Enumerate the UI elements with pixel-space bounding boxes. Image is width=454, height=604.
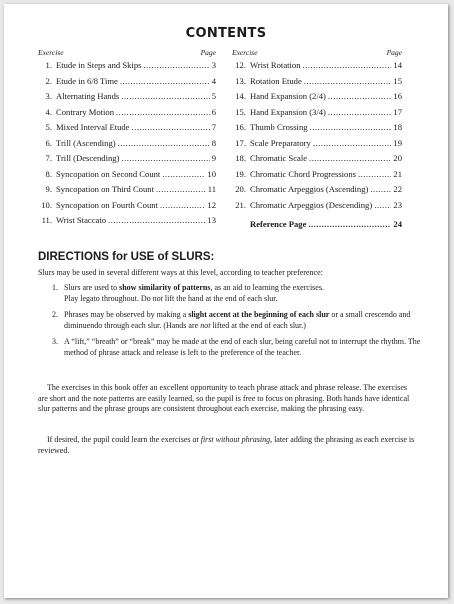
entry-title: Chromatic Arpeggios (Descending) — [250, 199, 373, 210]
entry-page-number: 23 — [393, 199, 402, 210]
entry-number: 14. — [235, 91, 246, 101]
item-number: 3. — [52, 337, 58, 346]
contents-entry — [38, 138, 216, 154]
entry-title: Etude in 6/8 Time — [56, 75, 118, 86]
page-label: Page — [200, 48, 216, 57]
dot-leader — [313, 138, 392, 148]
entry-page-number: 22 — [393, 184, 402, 194]
dot-leader — [160, 200, 205, 210]
dot-leader — [156, 184, 206, 194]
contents-entry — [38, 215, 216, 231]
entry-number: 16. — [235, 122, 246, 132]
dot-leader — [118, 138, 210, 148]
entry-title: Hand Expansion (3/4) — [250, 106, 326, 117]
entry-page-number: 15 — [393, 75, 402, 86]
contents-entry — [38, 122, 216, 138]
exercise-label: Exercise — [38, 48, 64, 57]
entry-page-number: 16 — [393, 91, 402, 101]
entry-number: 9. — [45, 184, 52, 194]
paragraph-if-desired: If desired, the pupil could learn the exercises at first without phrasing, later adding the phrasing as each exercise is reviewed. — [38, 435, 415, 455]
dot-leader — [162, 169, 205, 179]
entry-number: 10. — [41, 199, 52, 210]
dot-leader — [370, 184, 391, 194]
entry-title: Chromatic Scale — [250, 153, 308, 163]
entry-page-number: 3 — [211, 60, 216, 70]
dot-leader — [310, 122, 392, 132]
entry-title: Syncopation on Fourth Count — [56, 199, 158, 210]
entry-title: Chromatic Arpeggios (Ascending) — [250, 184, 369, 194]
entry-title: Alternating Hands — [56, 91, 120, 101]
entry-number: 3. — [45, 91, 52, 101]
item-number: 2. — [52, 310, 58, 319]
column-header — [38, 48, 216, 60]
contents-entry — [232, 122, 402, 138]
book-page — [4, 4, 448, 598]
reference-title: Reference Page — [250, 219, 307, 229]
entry-page-number: 4 — [211, 75, 216, 86]
entry-page-number: 11 — [207, 184, 216, 194]
entry-number: 6. — [45, 137, 52, 148]
entry-page-number: 14 — [393, 60, 402, 70]
contents-entry — [232, 91, 402, 107]
entry-number: 19. — [235, 168, 246, 179]
entry-number: 1. — [45, 60, 52, 70]
entry-title: Etude in Steps and Skips — [56, 60, 142, 70]
item-text: A “lift,” “breath” or “break” may be made at the end of each slur, being careful not to interrupt the rhythm. The method of phrase attack and release is left to the preference of the teacher. — [64, 337, 421, 357]
direction-item — [52, 337, 422, 358]
entry-page-number: 19 — [393, 137, 402, 148]
contents-entry — [232, 76, 402, 92]
dot-leader — [309, 153, 391, 163]
item-number: 1. — [52, 283, 58, 292]
contents-entry — [232, 138, 402, 154]
dot-leader — [374, 200, 391, 210]
entry-number: 7. — [45, 153, 52, 163]
contents-entry — [38, 107, 216, 123]
dot-leader — [120, 76, 210, 86]
entry-title: Trill (Descending) — [56, 153, 120, 163]
contents-entry — [38, 153, 216, 169]
contents-entry — [232, 60, 402, 76]
item-text: Phrases may be observed by making a slight accent at the beginning of each slur or a small crescendo and diminuendo through each slur. (Hands are not lifted at the end of each slur.) — [64, 310, 411, 330]
contents-entry — [232, 169, 402, 185]
entry-page-number: 9 — [211, 153, 216, 163]
entry-number: 15. — [235, 106, 246, 117]
entry-page-number: 10 — [207, 168, 216, 179]
dot-leader — [121, 153, 209, 163]
item-text: Slurs are used to show similarity of patterns, as an aid to learning the exercises. Play legato throughout. Do not lift the hand at the end of each slur. — [64, 283, 324, 303]
entry-number: 17. — [235, 137, 246, 148]
contents-entry — [38, 91, 216, 107]
directions-list — [52, 283, 422, 364]
entry-title: Scale Preparatory — [250, 137, 311, 148]
page-label: Page — [386, 48, 402, 57]
entry-page-number: 13 — [207, 215, 216, 225]
contents-entry — [38, 76, 216, 92]
entry-title: Wrist Rotation — [250, 60, 301, 70]
dot-leader — [304, 76, 392, 86]
dot-leader — [132, 122, 210, 132]
contents-left-column — [38, 48, 216, 231]
entry-title: Thumb Crossing — [250, 122, 308, 132]
dot-leader — [308, 219, 391, 229]
contents-entry — [232, 184, 402, 200]
direction-item — [52, 283, 422, 304]
entry-page-number: 8 — [211, 137, 216, 148]
entry-title: Contrary Motion — [56, 106, 115, 117]
entry-number: 11. — [41, 215, 52, 225]
contents-entry — [38, 60, 216, 76]
reference-page-number: 24 — [393, 219, 402, 229]
directions-intro: Slurs may be used in several different ways at this level, according to teacher preference: — [38, 268, 323, 277]
entry-page-number: 21 — [393, 168, 402, 179]
contents-right-column — [232, 48, 402, 235]
entry-page-number: 5 — [211, 91, 216, 101]
entry-page-number: 7 — [211, 122, 216, 132]
entry-page-number: 17 — [393, 106, 402, 117]
dot-leader — [358, 169, 391, 179]
entry-page-number: 18 — [393, 122, 402, 132]
entry-title: Hand Expansion (2/4) — [250, 91, 326, 101]
contents-entry — [38, 169, 216, 185]
entry-title: Rotation Etude — [250, 75, 302, 86]
contents-entry — [38, 184, 216, 200]
dot-leader — [328, 91, 392, 101]
column-header — [232, 48, 402, 60]
entry-page-number: 20 — [393, 153, 402, 163]
entry-page-number: 6 — [211, 106, 216, 117]
entry-title: Trill (Ascending) — [56, 137, 116, 148]
exercise-label: Exercise — [232, 48, 258, 57]
entry-page-number: 12 — [207, 199, 216, 210]
dot-leader — [121, 91, 209, 101]
contents-entry — [232, 200, 402, 216]
dot-leader — [116, 107, 210, 117]
entry-title: Syncopation on Second Count — [56, 168, 161, 179]
entry-title: Wrist Staccato — [56, 215, 107, 225]
dot-leader — [328, 107, 392, 117]
entry-number: 12. — [235, 60, 246, 70]
page-title: CONTENTS — [185, 26, 267, 41]
dot-leader — [303, 60, 392, 70]
entry-number: 21. — [235, 199, 246, 210]
entry-number: 5. — [45, 122, 52, 132]
entry-number: 8. — [45, 168, 52, 179]
contents-entry — [232, 107, 402, 123]
reference-page-entry — [232, 219, 402, 235]
direction-item — [52, 310, 422, 331]
contents-entry — [232, 153, 402, 169]
entry-number: 2. — [45, 75, 52, 86]
contents-entry — [38, 200, 216, 216]
entry-number: 4. — [45, 106, 52, 117]
entry-title: Mixed Interval Etude — [56, 122, 130, 132]
entry-number: 18. — [235, 153, 246, 163]
entry-title: Syncopation on Third Count — [56, 184, 154, 194]
dot-leader — [143, 60, 209, 70]
entry-title: Chromatic Chord Progressions — [250, 168, 356, 179]
entry-number: 20. — [235, 184, 246, 194]
dot-leader — [108, 215, 205, 225]
directions-heading: DIRECTIONS for USE of SLURS: — [38, 251, 215, 263]
paragraph-phrase-attack: The exercises in this book offer an excellent opportunity to teach phrase attack and phrase release. The exercises are short and the note patterns are easily learned, so the pupil is free to focus on phrasing. Both hands have identical slur patterns and the phrase groups are consistent throughout each exercise, making the phrasing easy. — [38, 383, 410, 413]
entry-number: 13. — [235, 75, 246, 86]
